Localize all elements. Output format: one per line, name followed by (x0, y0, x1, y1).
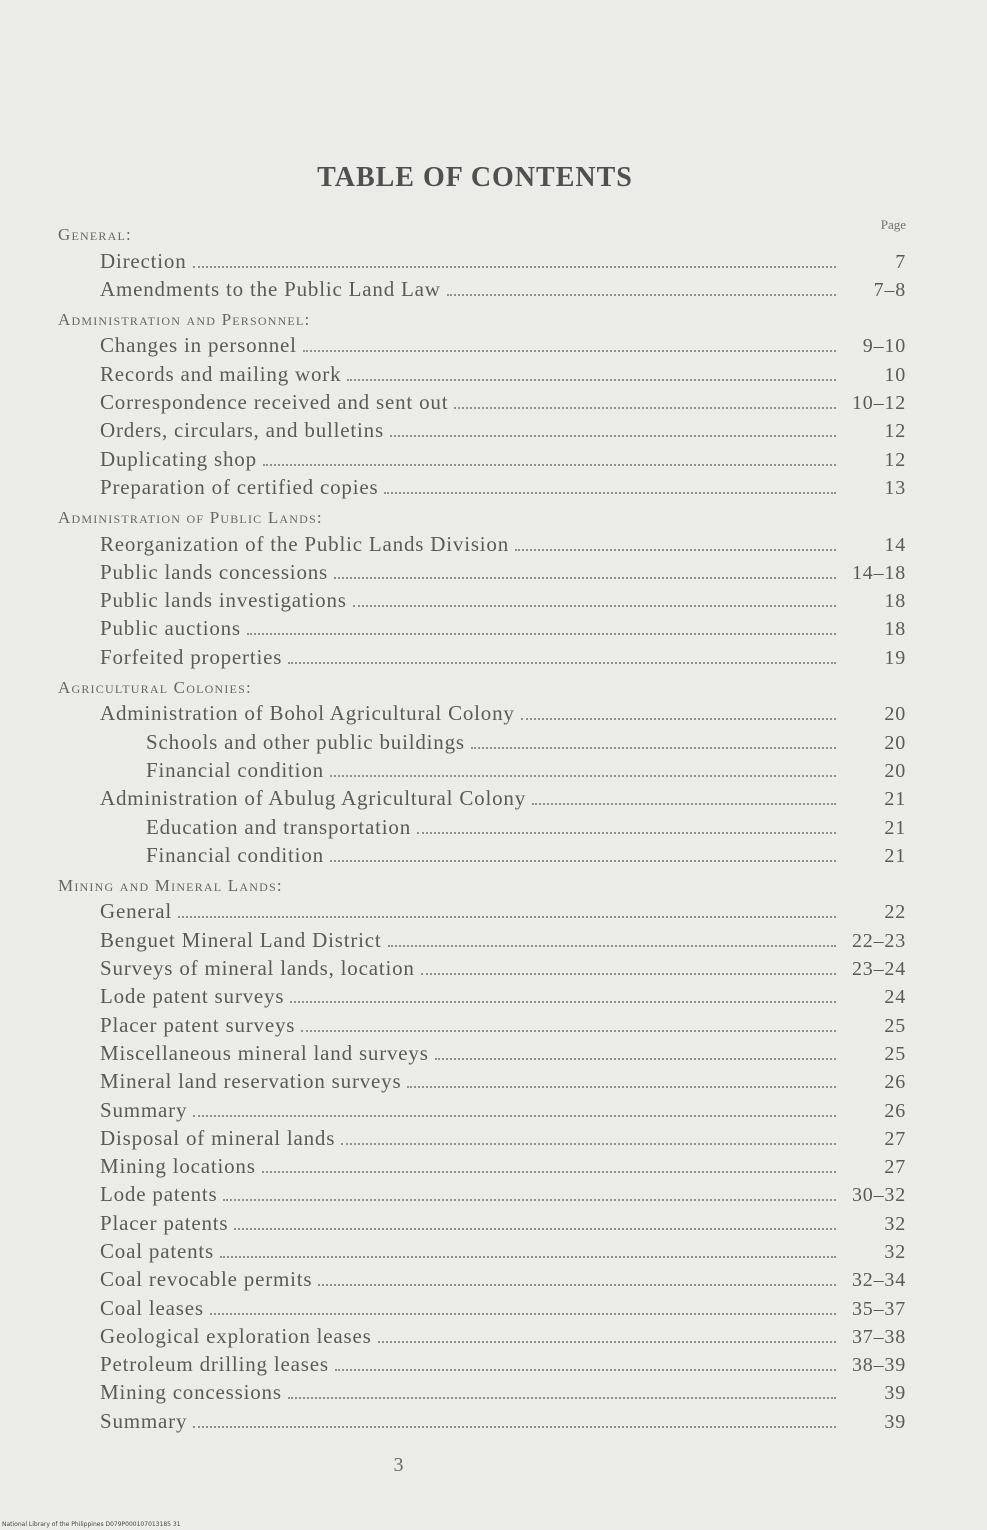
toc-page-ref: 20 (884, 703, 906, 726)
toc-page-ref: 22–23 (852, 929, 906, 952)
toc-page-ref: 25 (884, 1014, 906, 1037)
dot-leader (435, 1058, 836, 1060)
dot-leader (384, 492, 836, 494)
dot-leader (347, 379, 836, 381)
toc-entry-title: Benguet Mineral Land District (100, 927, 382, 952)
toc-entry-title: Surveys of mineral lands, location (100, 956, 415, 981)
toc-entry-title: Disposal of mineral lands (100, 1125, 336, 1150)
dot-leader-area (301, 1030, 908, 1038)
dot-leader (330, 860, 836, 862)
toc-entry (58, 1236, 908, 1264)
dot-leader-area (378, 1341, 908, 1349)
scan-credit: National Library of the Philippines D079P000107013185 31 (2, 1521, 181, 1528)
toc-entry-title: Coal patents (100, 1238, 214, 1263)
dot-leader-area (407, 1086, 908, 1094)
toc-entry (58, 840, 908, 868)
toc-entry-title: Orders, circulars, and bulletins (100, 418, 384, 443)
dot-leader (220, 1256, 836, 1258)
toc-page-ref: 24 (884, 986, 906, 1009)
toc-entry-title: Changes in personnel (100, 333, 297, 358)
toc-page-ref: 9–10 (862, 335, 906, 358)
toc-entry (58, 245, 908, 273)
toc-entry (58, 472, 908, 500)
dot-leader-area (471, 747, 908, 755)
toc-entry (58, 528, 908, 556)
toc-page-ref: 19 (884, 646, 906, 669)
dot-leader (303, 350, 836, 352)
toc-entry-title: Miscellaneous mineral land surveys (100, 1040, 429, 1065)
toc-section-heading (58, 670, 908, 698)
toc-page-ref: 20 (884, 759, 906, 782)
dot-leader-area (210, 1313, 908, 1321)
toc-entry (58, 1321, 908, 1349)
toc-entry (58, 981, 908, 1009)
dot-leader-area (262, 1171, 908, 1179)
dot-leader-area (288, 662, 908, 670)
dot-leader (447, 294, 836, 296)
toc-entry (58, 387, 908, 415)
dot-leader-area (515, 549, 908, 557)
dot-leader (263, 464, 836, 466)
toc-entry-title: Direction (100, 248, 187, 273)
toc-section-title: Administration of Public Lands: (58, 508, 323, 528)
toc-page-ref: 7–8 (873, 278, 906, 301)
toc-page-ref: 14–18 (852, 561, 906, 584)
dot-leader-area (417, 832, 908, 840)
dot-leader (193, 1115, 836, 1117)
toc-entry-title: Coal leases (100, 1295, 204, 1320)
dot-leader-area (341, 1143, 908, 1151)
toc-page-ref: 18 (884, 590, 906, 613)
toc-page-ref: 14 (884, 533, 906, 556)
page-title: TABLE OF CONTENTS (317, 162, 633, 193)
toc-entry (58, 1009, 908, 1037)
dot-leader (262, 1171, 836, 1173)
toc-section-title: Mining and Mineral Lands: (58, 876, 283, 896)
dot-leader-area (193, 1426, 908, 1434)
toc-page-ref: 21 (884, 844, 906, 867)
toc-entry-title: Financial condition (146, 842, 324, 867)
dot-leader-area (178, 916, 908, 924)
dot-leader-area (532, 803, 908, 811)
toc-page-ref: 32 (884, 1212, 906, 1235)
dot-leader (417, 832, 836, 834)
toc-page-ref: 7 (895, 250, 906, 273)
dot-leader-area (384, 492, 908, 500)
toc-entry (58, 415, 908, 443)
toc-page-ref: 22 (884, 901, 906, 924)
toc-page-ref: 20 (884, 731, 906, 754)
toc-entry (58, 698, 908, 726)
dot-leader (353, 605, 836, 607)
dot-leader-area (521, 718, 908, 726)
dot-leader-area (234, 1228, 908, 1236)
toc-section-title: Agricultural Colonies: (58, 678, 252, 698)
toc-entry (58, 953, 908, 981)
toc-entry (58, 1094, 908, 1122)
toc-page-ref: 37–38 (852, 1325, 906, 1348)
dot-leader-area (193, 266, 908, 274)
toc-entry (58, 726, 908, 754)
dot-leader (335, 1369, 836, 1371)
dot-leader (471, 747, 836, 749)
dot-leader (210, 1313, 836, 1315)
toc-page-ref: 26 (884, 1099, 906, 1122)
dot-leader (454, 407, 836, 409)
toc-entry (58, 1405, 908, 1433)
toc-entry-title: Reorganization of the Public Lands Division (100, 531, 510, 556)
dot-leader-area (388, 945, 908, 953)
toc-entry (58, 585, 908, 613)
dot-leader (223, 1199, 836, 1201)
dot-leader-area (318, 1284, 908, 1292)
toc-section-heading (58, 217, 908, 245)
toc-entry-title: Mining concessions (100, 1380, 282, 1405)
dot-leader-area (220, 1256, 908, 1264)
toc-entry-title: Forfeited properties (100, 644, 283, 669)
toc-section-heading (58, 868, 908, 896)
toc-entry-title: Petroleum drilling leases (100, 1352, 329, 1377)
toc-page-ref: 10 (884, 363, 906, 386)
toc-section-heading (58, 500, 908, 528)
toc-entry-title: Public auctions (100, 616, 241, 641)
toc-entry (58, 924, 908, 952)
toc-page-ref: 21 (884, 816, 906, 839)
toc-entry (58, 330, 908, 358)
toc-page-ref: 38–39 (852, 1354, 906, 1377)
toc-entry-title: Mining locations (100, 1154, 256, 1179)
toc-page-ref: 13 (884, 476, 906, 499)
toc-page-ref: 39 (884, 1382, 906, 1405)
toc-entry-title: General (100, 899, 173, 924)
toc-entry (58, 811, 908, 839)
dot-leader-area (330, 860, 908, 868)
toc-entry-title: Public lands concessions (100, 559, 329, 584)
toc-entry (58, 783, 908, 811)
toc-entry (58, 1038, 908, 1066)
toc-entry-title: Summary (100, 1097, 188, 1122)
dot-leader-area (334, 577, 908, 585)
dot-leader-area (303, 350, 908, 358)
dot-leader (390, 435, 836, 437)
dot-leader-area (390, 435, 908, 443)
toc-entry (58, 1349, 908, 1377)
dot-leader (515, 549, 836, 551)
dot-leader-area (335, 1369, 908, 1377)
dot-leader (378, 1341, 836, 1343)
toc-entry (58, 557, 908, 585)
toc-page-ref: 39 (884, 1410, 906, 1433)
toc-entry-title: Records and mailing work (100, 361, 342, 386)
toc-entry-title: Summary (100, 1408, 188, 1433)
dot-leader-area (353, 605, 908, 613)
toc-entry (58, 1151, 908, 1179)
dot-leader (532, 803, 836, 805)
dot-leader (330, 775, 836, 777)
toc-entry-title: Education and transportation (146, 814, 411, 839)
toc-section-heading (58, 302, 908, 330)
dot-leader (421, 973, 836, 975)
toc-entry-title: Duplicating shop (100, 446, 257, 471)
toc-page-ref: 25 (884, 1042, 906, 1065)
dot-leader-area (347, 379, 908, 387)
toc-entry-title: Placer patents (100, 1210, 229, 1235)
toc-entry-title: Geological exploration leases (100, 1323, 372, 1348)
dot-leader (301, 1030, 836, 1032)
dot-leader (318, 1284, 836, 1286)
dot-leader (178, 916, 836, 918)
toc-entry (58, 1179, 908, 1207)
toc-entry-title: Public lands investigations (100, 588, 347, 613)
dot-leader-area (193, 1115, 908, 1123)
toc-page-ref: 32–34 (852, 1269, 906, 1292)
toc-entry (58, 1377, 908, 1405)
toc-entry (58, 1264, 908, 1292)
toc-page-ref: 32 (884, 1240, 906, 1263)
toc-page-ref: 27 (884, 1156, 906, 1179)
toc-entry-list (58, 217, 908, 1434)
toc-entry-title: Preparation of certified copies (100, 474, 379, 499)
dot-leader (234, 1228, 836, 1230)
dot-leader (521, 718, 836, 720)
dot-leader-area (330, 775, 908, 783)
dot-leader-area (447, 294, 908, 302)
toc-page-ref: 30–32 (852, 1184, 906, 1207)
toc-entry-title: Financial condition (146, 757, 324, 782)
toc-entry-title: Mineral land reservation surveys (100, 1069, 402, 1094)
toc-entry-title: Placer patent surveys (100, 1012, 296, 1037)
table-of-contents (58, 217, 908, 1434)
toc-page-ref: 12 (884, 420, 906, 443)
toc-entry-title: Administration of Bohol Agricultural Colony (100, 701, 515, 726)
dot-leader (193, 1426, 836, 1428)
dot-leader (247, 633, 836, 635)
page-number-text: 3 (393, 1454, 404, 1476)
dot-leader-area (223, 1199, 908, 1207)
toc-page-ref: 10–12 (852, 392, 906, 415)
toc-entry (58, 896, 908, 924)
toc-entry (58, 274, 908, 302)
toc-entry (58, 613, 908, 641)
toc-entry (58, 641, 908, 669)
toc-entry-title: Schools and other public buildings (146, 729, 465, 754)
toc-entry (58, 443, 908, 471)
dot-leader-area (435, 1058, 908, 1066)
toc-page-ref: 21 (884, 788, 906, 811)
page-number (0, 1454, 987, 1477)
toc-entry (58, 358, 908, 386)
toc-entry-title: Administration of Abulug Agricultural Colony (100, 786, 527, 811)
toc-entry-title: Coal revocable permits (100, 1267, 313, 1292)
toc-section-title: General: (58, 225, 132, 245)
toc-page-ref: 35–37 (852, 1297, 906, 1320)
toc-entry (58, 1123, 908, 1151)
toc-entry (58, 1207, 908, 1235)
toc-page-ref: 12 (884, 448, 906, 471)
dot-leader-area (421, 973, 908, 981)
dot-leader (388, 945, 836, 947)
toc-entry-title: Lode patents (100, 1182, 218, 1207)
dot-leader (290, 1001, 836, 1003)
page-column-header: Page (880, 217, 906, 232)
dot-leader (288, 662, 836, 664)
toc-entry-title: Amendments to the Public Land Law (100, 276, 441, 301)
dot-leader-area (263, 464, 908, 472)
toc-section-title: Administration and Personnel: (58, 310, 311, 330)
dot-leader (334, 577, 836, 579)
dot-leader (288, 1397, 836, 1399)
toc-entry-title: Lode patent surveys (100, 984, 285, 1009)
toc-page-ref: 23–24 (852, 958, 906, 981)
dot-leader (407, 1086, 836, 1088)
dot-leader-area (290, 1001, 908, 1009)
dot-leader (193, 266, 836, 268)
toc-entry (58, 1292, 908, 1320)
toc-page-ref: 18 (884, 618, 906, 641)
toc-entry-title: Correspondence received and sent out (100, 390, 449, 415)
toc-page-ref: 26 (884, 1071, 906, 1094)
toc-page-ref: 27 (884, 1127, 906, 1150)
dot-leader-area (288, 1397, 908, 1405)
dot-leader (341, 1143, 836, 1145)
dot-leader-area (247, 633, 908, 641)
toc-entry (58, 1066, 908, 1094)
toc-entry (58, 755, 908, 783)
dot-leader-area (454, 407, 908, 415)
